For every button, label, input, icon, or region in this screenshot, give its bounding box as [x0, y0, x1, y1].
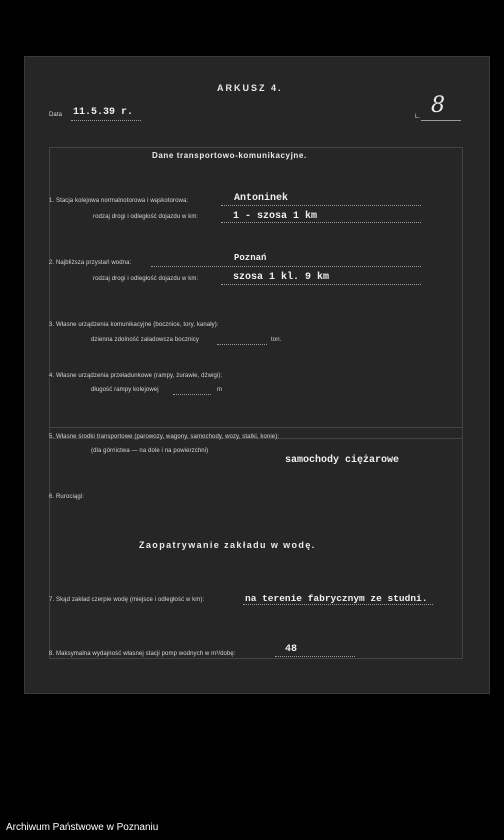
item3-sub-line [217, 344, 267, 345]
item1-line [221, 205, 421, 206]
item5-label: 5. Własne środki transportowe (parowozy, wagony, samochody, wozy, statki, konie): [49, 434, 280, 440]
item7-line [243, 604, 433, 605]
item2-label: 2. Najbliższa przystań wodna: [49, 260, 132, 266]
item2-line [151, 266, 421, 267]
item3-sub-label: dzienna zdolność załadowcza bocznicy [91, 337, 199, 343]
item4-sub-label: długość rampy kolejowej [91, 387, 159, 393]
item7-label: 7. Skąd zakład czerpie wodę (miejsce i odległość w km): [49, 597, 205, 603]
archive-watermark: Archiwum Państwowe w Poznaniu [6, 822, 159, 833]
date-value: 11.5.39 r. [73, 107, 134, 118]
item2-sub-line [221, 284, 421, 285]
item3-label: 3. Własne urządzenia komunikacyjne (bocznice, tory, kanały): [49, 322, 219, 328]
section-title-water: Zaopatrywanie zakładu w wodę. [139, 540, 316, 550]
item6-label: 6. Rurociągi: [49, 494, 84, 500]
item8-line [275, 656, 355, 657]
item2-sub-label: rodzaj drogi i odległość dojazdu w km: [93, 276, 199, 282]
item5-value: samochody ciężarowe [285, 455, 400, 466]
item5-sub-label: (dla górnictwa — na dole i na powierzchni) [91, 448, 209, 454]
item1-sub-value: 1 - szosa 1 km [233, 211, 318, 222]
item2-value: Poznań [234, 253, 267, 263]
item1-sub-label: rodzaj drogi i odległość dojazdu w km: [93, 214, 199, 220]
document-sheet [24, 56, 490, 694]
item4-label: 4. Własne urządzenia przeładunkowe (rampy, żurawie, dźwigi): [49, 373, 223, 379]
item1-label: 1. Stacja kolejowa normalnotorowa i wąskotorowa: [49, 198, 189, 204]
sheet-header: ARKUSZ 4. [217, 83, 283, 93]
page-label: L. [415, 114, 421, 120]
item4-sub-line [173, 394, 211, 395]
page-number: 8 [431, 93, 445, 118]
section-title-transport: Dane transportowo-komunikacyjne. [152, 151, 307, 160]
item8-value: 48 [285, 644, 298, 655]
date-line [71, 120, 141, 121]
page-line [421, 120, 461, 121]
item4-unit: m [217, 387, 223, 393]
item1-sub-line [221, 222, 421, 223]
item3-unit: ton. [271, 337, 282, 343]
item1-value: Antoninek [234, 193, 289, 204]
section-box-upper [49, 147, 463, 439]
item2-sub-value: szosa 1 kl. 9 km [233, 272, 330, 283]
item8-label: 8. Maksymalna wydajność własnej stacji pomp wodnych w m³/dobę: [49, 651, 236, 657]
item7-value: na terenie fabrycznym ze studni. [245, 593, 428, 604]
date-label: Data [49, 112, 63, 118]
